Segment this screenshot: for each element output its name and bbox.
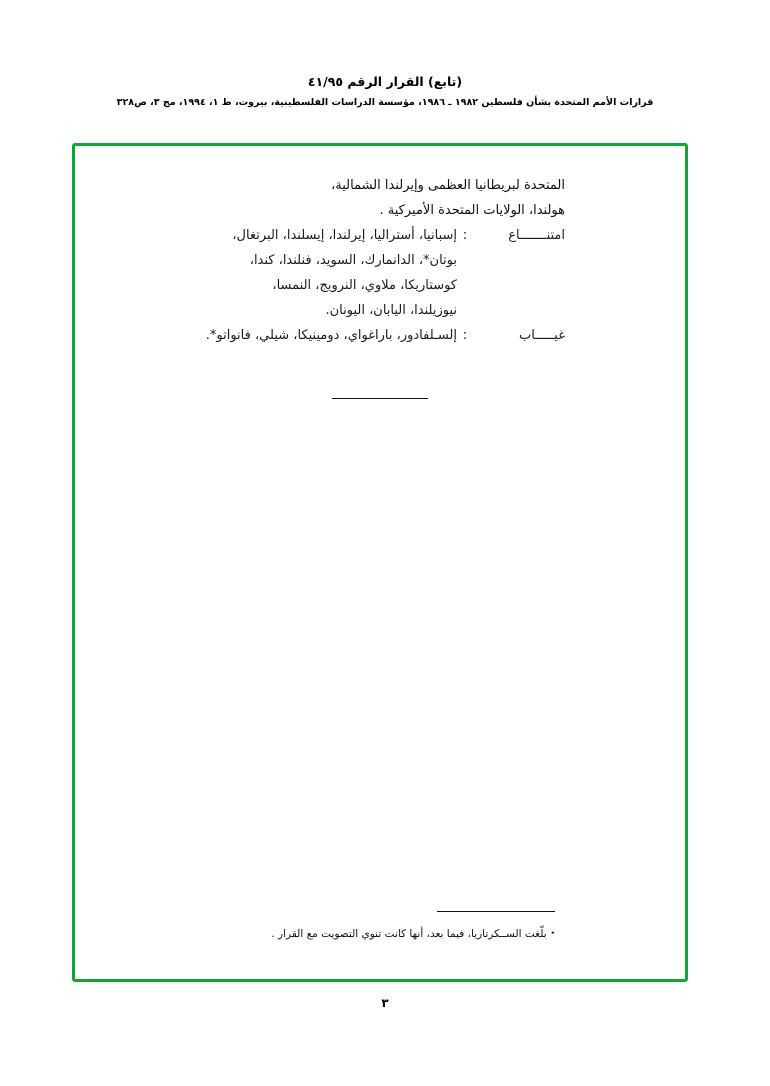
footnote-text: بلّغت الســكرتاريا، فيما بعد، أنها كانت تنوي التصويت مع القرار . — [271, 928, 547, 941]
abstain-row-3 — [195, 274, 565, 299]
footnote-block — [175, 911, 555, 943]
resolution-text-block — [195, 174, 565, 349]
abstain-line-1: إسبانيا، أستراليا، إيرلندا، إيسلندا، البرتغال، — [232, 227, 457, 243]
document-header — [0, 74, 770, 110]
footnote-rule — [437, 911, 555, 912]
continuation-line-2: هولندا، الولايات المتحدة الأميركية . — [379, 202, 565, 218]
abstain-line-2: بوتان*، الدانمارك، السويد، فنلندا، كندا، — [249, 252, 457, 268]
divider-rule — [332, 398, 428, 399]
abstain-line-4: نيوزيلندا، اليابان، اليونان. — [325, 302, 457, 318]
page-number: ٣ — [381, 996, 389, 1010]
page-title: (تابع) القرار الرقم ٤١/٩٥ — [307, 74, 463, 89]
abstain-row-1 — [195, 224, 565, 249]
footnote-line — [175, 926, 555, 943]
page-subtitle: قرارات الأمم المتحدة بشأن فلسطين ١٩٨٢ ـ ١٩٨٦، مؤسسة الدراسات الفلسطينية، بيروت، ط ١، ١٩٩٤، مج ٣، ص٣٢٨ — [116, 97, 654, 109]
absent-colon: : — [462, 327, 468, 343]
absent-row-1 — [195, 324, 565, 349]
abstain-label: امتنـــــــاع — [508, 227, 565, 243]
absent-line-1: إلسـلفادور، باراغواي، دومينيكا، شيلي، فانواتو*. — [205, 327, 457, 343]
footnote-bullet-icon: ٭ — [550, 928, 555, 938]
abstain-line-3: كوستاريكا، ملاوي، النرويج، النمسا، — [272, 277, 457, 293]
abstain-colon: : — [462, 227, 468, 243]
content-frame — [72, 143, 688, 982]
abstain-row-4 — [195, 299, 565, 324]
continuation-line-1: المتحدة لبريطانيا العظمى وإيرلندا الشمالية، — [331, 178, 565, 193]
section-divider — [75, 398, 685, 399]
abstain-row-2 — [195, 249, 565, 274]
absent-label: غيـــــاب — [519, 327, 565, 343]
